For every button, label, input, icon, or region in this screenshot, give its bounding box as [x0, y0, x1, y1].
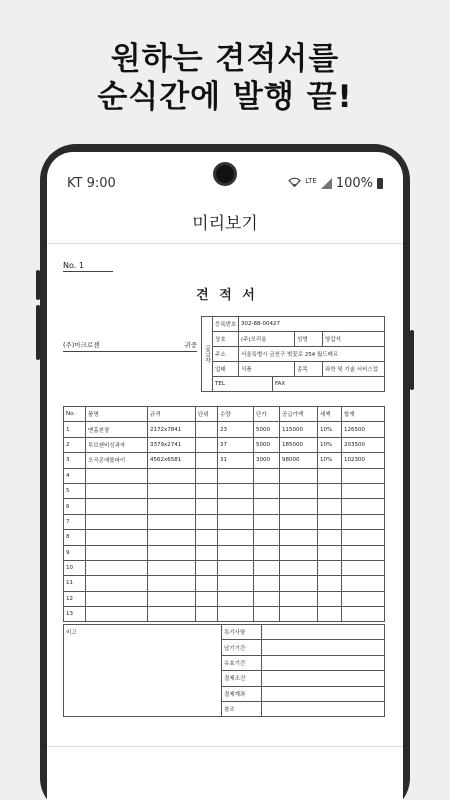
table-cell — [86, 499, 148, 514]
table-row — [64, 560, 385, 575]
app-bar — [47, 204, 403, 244]
table-cell — [196, 545, 218, 560]
phone-side-button — [410, 330, 414, 390]
table-cell: 23 — [218, 422, 254, 437]
document-title: 견 적 서 — [196, 288, 258, 303]
network-type: LTE — [305, 176, 317, 185]
table-cell: 3379x2741 — [148, 437, 196, 452]
table-cell — [86, 483, 148, 498]
table-cell: 185000 — [280, 437, 318, 452]
recipient-name: (주)마크로젠 — [63, 341, 100, 349]
table-row — [64, 468, 385, 483]
table-cell: 10% — [318, 422, 342, 437]
headline-line-2: 순식간에 발행 끝! — [97, 79, 353, 115]
table-cell — [342, 499, 385, 514]
table-cell — [280, 560, 318, 575]
battery-level: 100% — [335, 176, 373, 191]
table-cell: 13 — [64, 607, 86, 622]
table-cell — [280, 468, 318, 483]
table-cell — [342, 607, 385, 622]
name-label: 성명 — [295, 332, 323, 347]
table-cell — [254, 468, 280, 483]
table-cell — [218, 483, 254, 498]
notes-label: 결제조건 — [222, 671, 262, 686]
table-cell — [196, 530, 218, 545]
notes-label: 유효기간 — [222, 655, 262, 670]
table-cell — [218, 499, 254, 514]
reg-value: 302-88-00427 — [239, 317, 385, 332]
phone-side-button — [36, 305, 40, 360]
table-row — [64, 437, 385, 452]
table-cell — [218, 514, 254, 529]
table-row — [64, 499, 385, 514]
table-cell — [196, 560, 218, 575]
table-cell — [218, 607, 254, 622]
status-bar — [47, 176, 403, 196]
table-cell — [280, 483, 318, 498]
table-cell: 115000 — [280, 422, 318, 437]
table-cell — [148, 468, 196, 483]
table-cell — [218, 591, 254, 606]
notes-label: 결제계좌 — [222, 686, 262, 701]
signal-icon — [321, 178, 332, 189]
table-cell: 3000 — [254, 453, 280, 468]
table-cell — [342, 576, 385, 591]
table-cell — [318, 530, 342, 545]
table-cell: 37 — [218, 437, 254, 452]
table-cell: 6 — [64, 499, 86, 514]
table-cell — [218, 468, 254, 483]
table-cell: 4562x6581 — [148, 453, 196, 468]
table-cell — [280, 514, 318, 529]
table-cell: 10% — [318, 453, 342, 468]
table-cell — [254, 499, 280, 514]
table-cell: 9 — [64, 545, 86, 560]
table-cell — [196, 422, 218, 437]
company-label: 상호 — [213, 332, 239, 347]
recipient — [63, 340, 197, 352]
table-row — [64, 453, 385, 468]
battery-icon — [377, 178, 383, 189]
table-cell — [86, 591, 148, 606]
table-cell: 31 — [218, 453, 254, 468]
table-cell — [342, 591, 385, 606]
table-cell — [148, 499, 196, 514]
reg-label: 등록번호 — [213, 317, 239, 332]
biz-value: 식품 — [239, 362, 295, 377]
items-table — [63, 406, 385, 622]
table-cell — [148, 545, 196, 560]
carrier-time: KT 9:00 — [67, 176, 116, 191]
column-header: 규격 — [148, 407, 196, 422]
table-cell — [148, 591, 196, 606]
document-number: No. 1 — [63, 261, 113, 272]
table-cell: 3 — [64, 453, 86, 468]
table-cell: 126500 — [342, 422, 385, 437]
table-cell: 오곡콘에볼파이 — [86, 453, 148, 468]
column-header: 공급가액 — [280, 407, 318, 422]
table-cell: 5000 — [254, 437, 280, 452]
phone-screen — [47, 152, 403, 800]
notes-row — [64, 625, 385, 640]
table-cell — [148, 530, 196, 545]
notes-label: 납기기간 — [222, 640, 262, 655]
table-cell — [148, 607, 196, 622]
table-cell — [148, 514, 196, 529]
table-cell — [196, 607, 218, 622]
table-cell — [148, 483, 196, 498]
column-header: 단가 — [254, 407, 280, 422]
table-cell: 5 — [64, 483, 86, 498]
name-value: 양갑석 — [323, 332, 385, 347]
table-row — [64, 530, 385, 545]
biz-label: 업태 — [213, 362, 239, 377]
items-header-row — [64, 407, 385, 422]
supplier-table — [201, 316, 385, 392]
table-row — [64, 545, 385, 560]
promo-headline — [0, 40, 450, 116]
table-cell — [342, 483, 385, 498]
page-title: 미리보기 — [192, 214, 258, 234]
phone-side-button — [36, 270, 40, 300]
notes-label: 참조 — [222, 701, 262, 716]
table-cell: 1 — [64, 422, 86, 437]
table-cell — [86, 576, 148, 591]
table-cell — [254, 607, 280, 622]
notes-value — [262, 640, 385, 655]
table-cell — [86, 468, 148, 483]
column-header: 합계 — [342, 407, 385, 422]
notes-label: 특기사항 — [222, 625, 262, 640]
table-cell: 203500 — [342, 437, 385, 452]
table-cell — [86, 514, 148, 529]
table-cell — [86, 530, 148, 545]
table-cell — [196, 591, 218, 606]
notes-value — [262, 671, 385, 686]
column-header: 단위 — [196, 407, 218, 422]
table-cell — [196, 453, 218, 468]
table-cell: 10% — [318, 437, 342, 452]
table-cell: 투브젠비싱과자 — [86, 437, 148, 452]
table-cell — [342, 468, 385, 483]
table-cell: 98000 — [280, 453, 318, 468]
table-cell — [318, 607, 342, 622]
tel-label: TEL — [213, 377, 273, 392]
table-cell — [280, 576, 318, 591]
table-cell: 11 — [64, 576, 86, 591]
table-cell — [280, 499, 318, 514]
notes-table — [63, 624, 385, 717]
column-header: 품명 — [86, 407, 148, 422]
table-cell — [254, 591, 280, 606]
recipient-honorific: 귀중 — [184, 341, 197, 349]
table-cell — [218, 530, 254, 545]
table-cell — [342, 530, 385, 545]
table-cell: 4 — [64, 468, 86, 483]
remarks-label: 비고 — [64, 625, 222, 717]
notes-value — [262, 686, 385, 701]
table-cell — [342, 545, 385, 560]
table-row — [64, 607, 385, 622]
table-cell — [318, 514, 342, 529]
table-cell — [254, 545, 280, 560]
table-cell — [218, 545, 254, 560]
table-cell: 8 — [64, 530, 86, 545]
table-row — [64, 514, 385, 529]
table-cell — [86, 607, 148, 622]
table-cell: 2 — [64, 437, 86, 452]
column-header: No. — [64, 407, 86, 422]
table-row — [64, 422, 385, 437]
fax-label: FAX — [273, 377, 385, 392]
table-cell: 7 — [64, 514, 86, 529]
headline-line-1: 원하는 견적서를 — [110, 41, 340, 77]
table-cell — [318, 560, 342, 575]
table-cell — [254, 483, 280, 498]
table-cell — [280, 607, 318, 622]
table-cell: 5000 — [254, 422, 280, 437]
table-cell: 맨홀천장 — [86, 422, 148, 437]
table-cell — [254, 530, 280, 545]
table-cell — [318, 576, 342, 591]
table-cell — [218, 560, 254, 575]
bottom-divider — [47, 746, 403, 747]
table-cell — [86, 545, 148, 560]
table-cell — [196, 468, 218, 483]
table-cell: 2172x7841 — [148, 422, 196, 437]
table-cell — [254, 514, 280, 529]
table-cell — [254, 576, 280, 591]
table-cell — [318, 483, 342, 498]
table-cell — [342, 560, 385, 575]
table-cell — [196, 437, 218, 452]
company-value: (주)모리울 — [239, 332, 295, 347]
table-cell — [196, 576, 218, 591]
table-cell — [254, 560, 280, 575]
table-cell — [148, 560, 196, 575]
table-row — [64, 591, 385, 606]
table-cell — [86, 560, 148, 575]
table-cell — [342, 514, 385, 529]
table-cell — [318, 468, 342, 483]
table-cell — [148, 576, 196, 591]
column-header: 수량 — [218, 407, 254, 422]
notes-value — [262, 625, 385, 640]
address-value: 서울특별시 금천구 벚꽃로 254 월드메르 — [239, 347, 385, 362]
table-row — [64, 483, 385, 498]
table-cell — [218, 576, 254, 591]
table-cell — [196, 499, 218, 514]
table-cell: 10 — [64, 560, 86, 575]
table-cell: 102300 — [342, 453, 385, 468]
address-label: 주소 — [213, 347, 239, 362]
table-cell — [318, 591, 342, 606]
table-cell — [318, 545, 342, 560]
table-cell — [280, 545, 318, 560]
supplier-label: 공급자 — [202, 317, 213, 392]
table-cell: 12 — [64, 591, 86, 606]
table-cell — [318, 499, 342, 514]
table-cell — [196, 514, 218, 529]
notes-value — [262, 655, 385, 670]
table-cell — [280, 591, 318, 606]
type-value: 과학 및 기술 서비스업 — [323, 362, 385, 377]
status-icons — [288, 176, 383, 191]
table-row — [64, 576, 385, 591]
type-label: 종목 — [295, 362, 323, 377]
table-cell — [196, 483, 218, 498]
table-cell — [280, 530, 318, 545]
notes-value — [262, 701, 385, 716]
column-header: 세액 — [318, 407, 342, 422]
wifi-icon — [288, 176, 301, 191]
